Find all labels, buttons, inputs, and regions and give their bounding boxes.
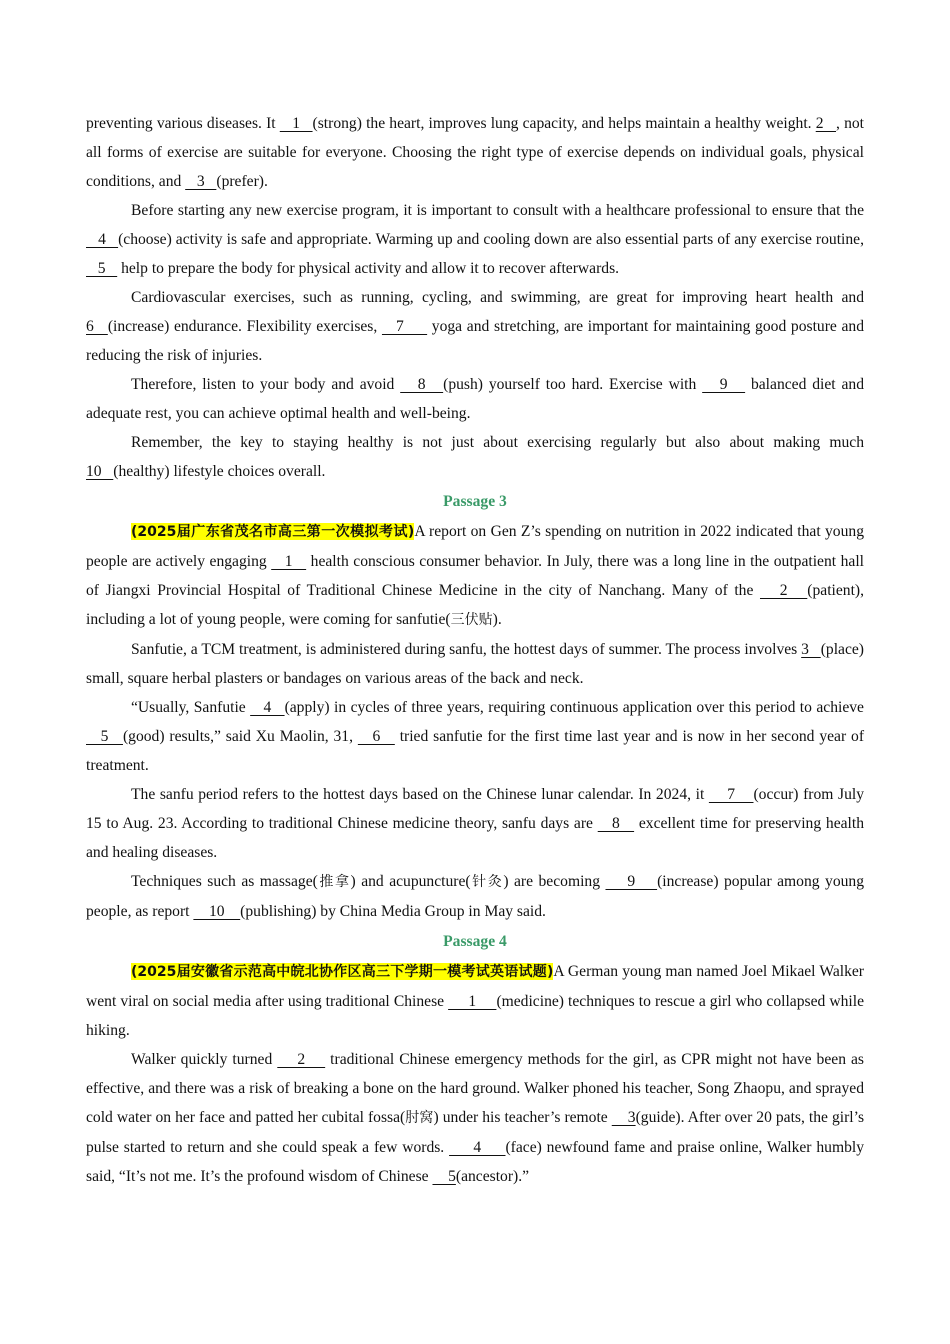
blank-10: 10 — [193, 903, 241, 920]
source-label: (2025届广东省茂名市高三第一次模拟考试) — [131, 524, 415, 540]
blank-3: 3 — [611, 1109, 636, 1126]
blank-4: 4 — [250, 699, 285, 716]
passage-3-heading: Passage 3 — [443, 493, 507, 510]
blank-9: 9 — [702, 376, 746, 393]
p4-paragraph-1: (2025届安徽省示范高中皖北协作区高三下学期一模考试英语试题)A German young man named Joel Mikael Walker went viral on social media after using traditional Chinese 1 (medicine) techniques to rescue a girl who collapsed while hiking. — [86, 963, 864, 1039]
blank-6: 6 — [86, 318, 108, 335]
blank-4: 4 — [86, 231, 119, 248]
p3-paragraph-4: The sanfu period refers to the hottest days based on the Chinese lunar calendar. In 2024, it 7 (occur) from July 15 to Aug. 23. According to traditional Chinese medicine theory, sanfu days are 8 excellent time for preserving health and healing diseases. — [86, 786, 865, 861]
blank-3: 3 — [185, 173, 217, 190]
blank-8: 8 — [400, 376, 444, 393]
blank-5: 5 — [86, 728, 123, 745]
blank-3: 3 — [801, 641, 821, 658]
blank-5: 5 — [432, 1168, 456, 1185]
p3-paragraph-3: “Usually, Sanfutie 4 (apply) in cycles of three years, requiring continuous application over this period to achieve 5 (good) results,” said Xu Maolin, 31, 6 tried sanfutie for the first time last year and is now in her second year of treatment. — [86, 699, 865, 774]
blank-2: 2 — [759, 582, 808, 599]
blank-2: 2 — [277, 1051, 326, 1068]
p2-paragraph-3: Cardiovascular exercises, such as running, cycling, and swimming, are great for improving heart health and 6 (increase) endurance. Flexibility exercises, 7 yoga and stretching, are important for maintaining good posture and reducing the risk of injuries. — [86, 289, 864, 364]
p2-paragraph-4: Therefore, listen to your body and avoid 8 (push) yourself too hard. Exercise with 9 balanced diet and adequate rest, you can achieve optimal health and well-being. — [86, 376, 864, 422]
document-page — [86, 109, 864, 1191]
blank-7: 7 — [708, 786, 754, 803]
blank-10: 10 — [86, 463, 114, 480]
p2-paragraph-1: preventing various diseases. It 1 (strong) the heart, improves lung capacity, and helps maintain a healthy weight. 2 , not all forms of exercise are suitable for everyone. Choosing the right type of exercise depends on individual goals, physical conditions, and 3 (prefer). — [86, 115, 865, 190]
blank-9: 9 — [605, 873, 658, 890]
blank-2: 2 — [815, 115, 837, 132]
p2-paragraph-2: Before starting any new exercise program, it is important to consult with a healthcare professional to ensure that the 4 (choose) activity is safe and appropriate. Warming up and cooling down are also essential parts of any exercise routine, 5 help to prepare the body for physical activity and allow it to recover afterwards. — [86, 202, 864, 277]
p3-paragraph-2: Sanfutie, a TCM treatment, is administered during sanfu, the hottest days of summer. The process involves 3 (place) small, square herbal plasters or bandages on various areas of the back and neck. — [86, 641, 864, 687]
p3-paragraph-5: Techniques such as massage(推拿) and acupuncture(针灸) are becoming 9 (increase) popular among young people, as report 10 (publishing) by China Media Group in May said. — [86, 873, 865, 920]
blank-7: 7 — [381, 318, 428, 335]
blank-5: 5 — [86, 260, 118, 277]
p4-paragraph-2: Walker quickly turned 2 traditional Chinese emergency methods for the girl, as CPR might not have been as effective, and there was a risk of breaking a bone on the hard ground. Walker phoned his teacher, Song Zhaopu, and sprayed cold water on her face and patted her cubital fossa(肘窝) under his teacher’s remote 3(guide). After over 20 pats, the girl’s pulse started to return and she could speak a few words. 4 (face) newfound fame and praise online, Walker humbly said, “It’s not me. It’s the profound wisdom of Chinese 5(ancestor).” — [86, 1051, 865, 1185]
blank-1: 1 — [271, 553, 307, 570]
blank-1: 1 — [448, 993, 497, 1010]
blank-8: 8 — [597, 815, 635, 832]
blank-4: 4 — [449, 1139, 506, 1156]
p3-paragraph-1: (2025届广东省茂名市高三第一次模拟考试)A report on Gen Z’s spending on nutrition in 2022 indicated that young people are actively engaging 1 health conscious consumer behavior. In July, there was a long line in the outpatient hall of Jiangxi Provincial Hospital of Traditional Chinese Medicine in the city of Nanchang. Many of the 2 (patient), including a lot of young people, were coming for sanfutie(三伏贴). — [86, 523, 865, 628]
passage-4-heading: Passage 4 — [443, 933, 507, 950]
blank-6: 6 — [357, 728, 395, 745]
blank-1: 1 — [279, 115, 313, 132]
source-label: (2025届安徽省示范高中皖北协作区高三下学期一模考试英语试题) — [131, 964, 554, 980]
p2-paragraph-5: Remember, the key to staying healthy is not just about exercising regularly but also about making much 10 (healthy) lifestyle choices overall. — [86, 434, 864, 480]
